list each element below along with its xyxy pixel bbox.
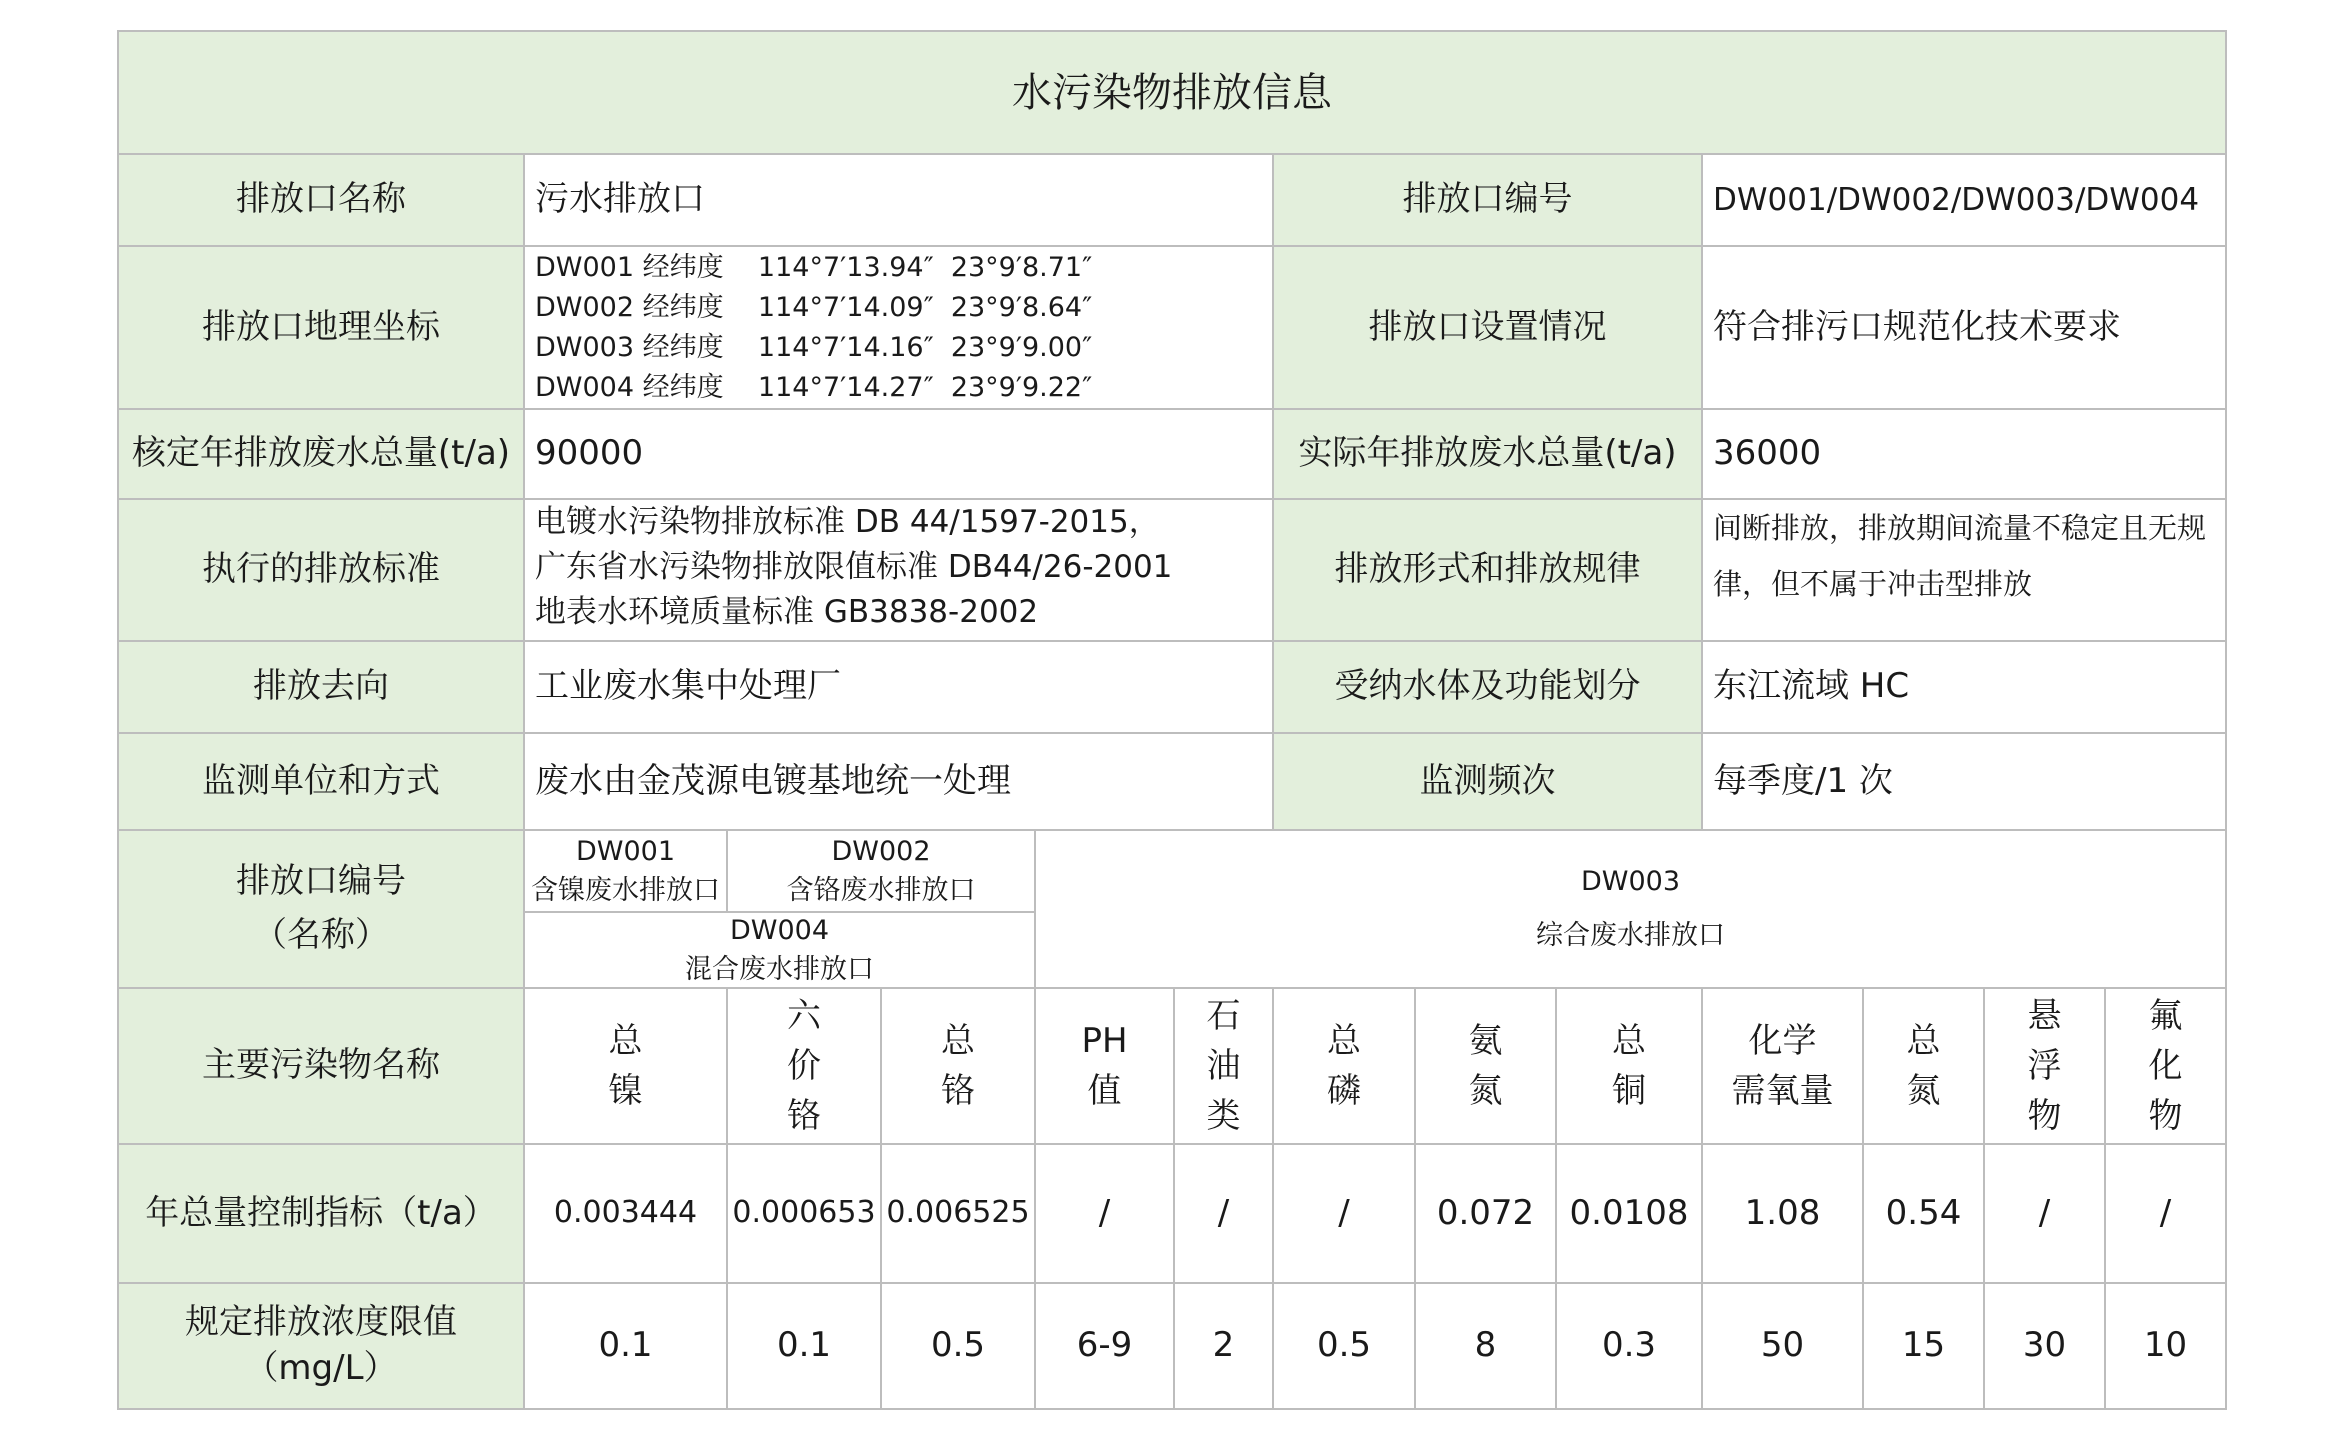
pollutant-name-part: PH xyxy=(1081,1021,1128,1061)
coords-label xyxy=(117,245,525,410)
annual-value-cell xyxy=(2104,1143,2227,1284)
outlet-dw001-id: DW001 xyxy=(575,835,676,867)
frequency-value xyxy=(1701,732,2227,831)
monitor-label xyxy=(117,732,525,831)
setting-label xyxy=(1272,245,1703,410)
limit-value: 0.3 xyxy=(1601,1325,1657,1366)
pollutant-name-part: 浮 xyxy=(2027,1046,2062,1086)
limit-value: 0.1 xyxy=(598,1325,653,1366)
limit-value-cell xyxy=(1272,1282,1416,1410)
receiving-label-text: 受纳水体及功能划分 xyxy=(1334,666,1641,707)
annual-value: 0.0108 xyxy=(1569,1192,1689,1233)
pollutant-name-part: 物 xyxy=(2148,1096,2183,1136)
outlet-name-label xyxy=(117,153,525,247)
annual-value: / xyxy=(1098,1192,1111,1233)
limit-value-cell xyxy=(1034,1282,1175,1410)
outlet-dw002-name: 含铬废水排放口 xyxy=(786,875,976,906)
annual-value: 0.003444 xyxy=(553,1195,698,1231)
limit-value-cell xyxy=(726,1282,882,1410)
annual-value: 0.54 xyxy=(1885,1192,1962,1233)
annual-value-cell xyxy=(1173,1143,1274,1284)
limit-value: 0.5 xyxy=(930,1325,986,1366)
pollutant-name-part: 值 xyxy=(1087,1071,1122,1111)
limit-value: 50 xyxy=(1760,1325,1805,1366)
annual-value-cell xyxy=(1983,1143,2106,1284)
limit-label-1: 规定排放浓度限值 xyxy=(185,1302,457,1343)
outlet-block-label-1: 排放口编号 xyxy=(236,861,406,902)
outlet-dw004 xyxy=(523,911,1036,989)
table-title-text: 水污染物排放信息 xyxy=(1012,69,1332,116)
limit-value: 30 xyxy=(2022,1325,2067,1366)
actual-label xyxy=(1272,408,1703,500)
pollutant-name-cell xyxy=(1414,987,1557,1145)
frequency-label xyxy=(1272,732,1703,831)
annual-value: / xyxy=(1217,1192,1230,1233)
frequency-label-text: 监测频次 xyxy=(1419,760,1556,801)
pollutant-name-part: 石 xyxy=(1206,996,1241,1036)
approved-value xyxy=(523,408,1274,500)
limit-value: 0.1 xyxy=(776,1325,832,1366)
pollutant-name xyxy=(609,1016,643,1116)
pollutant-label-text: 主要污染物名称 xyxy=(202,1045,440,1086)
limit-value: 0.5 xyxy=(1316,1325,1372,1366)
pollutant-name-cell xyxy=(880,987,1036,1145)
annual-value: 1.08 xyxy=(1744,1192,1821,1233)
annual-label xyxy=(117,1143,525,1284)
pollutant-name-part: 价 xyxy=(787,1046,821,1086)
pollutant-name-cell xyxy=(1555,987,1703,1145)
standard-label xyxy=(117,498,525,642)
frequency-value-text: 每季度/1 次 xyxy=(1713,760,1893,801)
pollutant-name-part: 悬 xyxy=(2027,996,2062,1036)
outlet-dw004-name: 混合废水排放口 xyxy=(685,954,874,985)
outlet-id-value xyxy=(1701,153,2227,247)
form-value xyxy=(1701,498,2227,642)
setting-value xyxy=(1701,245,2227,410)
approved-value-text: 90000 xyxy=(535,433,644,474)
coords-value xyxy=(523,245,1274,410)
receiving-value-text: 东江流域 HC xyxy=(1713,666,1910,707)
receiving-value xyxy=(1701,640,2227,734)
annual-value: 0.000653 xyxy=(732,1195,876,1231)
outlet-id-value-text: DW001/DW002/DW003/DW004 xyxy=(1713,181,2200,218)
outlet-dw002-id: DW002 xyxy=(831,835,931,867)
annual-value: / xyxy=(1338,1192,1350,1233)
outlet-block-label-2: （名称） xyxy=(253,915,389,955)
pollutant-label xyxy=(117,987,525,1145)
limit-value-cell xyxy=(880,1282,1036,1410)
actual-label-text: 实际年排放废水总量(t/a) xyxy=(1298,433,1677,474)
form-label-text: 排放形式和排放规律 xyxy=(1334,549,1641,590)
outlet-dw003-id: DW003 xyxy=(1580,866,1681,897)
direction-value xyxy=(523,640,1274,734)
approved-label-text: 核定年排放废水总量(t/a) xyxy=(131,433,511,474)
receiving-label xyxy=(1272,640,1703,734)
standard-line-2: 广东省水污染物排放限值标准 DB44/26-2001 xyxy=(535,548,1173,585)
pollutant-name xyxy=(787,991,821,1141)
form-line-2: 律，但不属于冲击型排放 xyxy=(1713,567,2033,601)
pollutant-name-part: 铜 xyxy=(1612,1071,1646,1111)
direction-label xyxy=(117,640,525,734)
actual-value xyxy=(1701,408,2227,500)
table-title xyxy=(117,30,2227,155)
pollutant-name-part: 总 xyxy=(1906,1021,1941,1061)
pollutant-name-part: 总 xyxy=(941,1021,975,1061)
limit-label-2: （mg/L） xyxy=(244,1348,398,1388)
outlet-name-label-text: 排放口名称 xyxy=(236,179,406,220)
pollutant-name-part: 化 xyxy=(2148,1046,2183,1086)
pollutant-name-part: 需氧量 xyxy=(1731,1071,1834,1111)
annual-value-cell xyxy=(880,1143,1036,1284)
pollutant-name xyxy=(1469,1016,1503,1116)
pollutant-name-cell xyxy=(1862,987,1985,1145)
outlet-dw003 xyxy=(1034,829,2227,989)
limit-value: 10 xyxy=(2143,1325,2188,1366)
pollutant-name-part: 总 xyxy=(1612,1021,1646,1061)
pollutant-name xyxy=(2028,991,2062,1141)
limit-value-cell xyxy=(1701,1282,1864,1410)
outlet-id-label xyxy=(1272,153,1703,247)
pollutant-name-part: 氮 xyxy=(1468,1071,1503,1111)
setting-label-text: 排放口设置情况 xyxy=(1368,306,1607,347)
annual-value-cell xyxy=(1555,1143,1703,1284)
pollutant-name xyxy=(941,1016,975,1116)
annual-value-cell xyxy=(1701,1143,1864,1284)
limit-value-cell xyxy=(1414,1282,1557,1410)
annual-value-cell xyxy=(726,1143,882,1284)
limit-value-cell xyxy=(1173,1282,1274,1410)
monitor-value xyxy=(523,732,1274,831)
standard-line-3: 地表水环境质量标准 GB3838-2002 xyxy=(535,593,1039,630)
pollutant-name-cell xyxy=(1034,987,1175,1145)
pollutant-name xyxy=(1732,1016,1834,1116)
limit-value-cell xyxy=(1555,1282,1703,1410)
pollutant-name-part: 类 xyxy=(1206,1096,1241,1136)
annual-value-cell xyxy=(1272,1143,1416,1284)
pollutant-name-part: 铬 xyxy=(787,1096,821,1136)
pollutant-name xyxy=(1207,991,1241,1141)
annual-value-cell xyxy=(1034,1143,1175,1284)
outlet-dw001-name: 含镍废水排放口 xyxy=(531,875,720,906)
pollutant-name xyxy=(2149,991,2183,1141)
annual-value: / xyxy=(2038,1192,2051,1233)
outlet-id-label-text: 排放口编号 xyxy=(1402,179,1573,220)
coords-label-text: 排放口地理坐标 xyxy=(202,306,440,347)
outlet-name-value-text: 污水排放口 xyxy=(535,179,705,220)
approved-label xyxy=(117,408,525,500)
standard-label-text: 执行的排放标准 xyxy=(202,549,440,590)
outlet-dw002 xyxy=(726,829,1036,913)
outlet-name-value xyxy=(523,153,1274,247)
pollutant-name-part: 氟 xyxy=(2148,996,2183,1036)
limit-value: 8 xyxy=(1474,1325,1497,1366)
pollutant-name-part: 氮 xyxy=(1906,1071,1941,1111)
pollutant-name-part: 镍 xyxy=(608,1071,643,1111)
direction-label-text: 排放去向 xyxy=(253,666,389,707)
annual-value: 0.006525 xyxy=(886,1195,1030,1231)
limit-value: 6-9 xyxy=(1076,1325,1133,1366)
monitor-value-text: 废水由金茂源电镀基地统一处理 xyxy=(535,760,1011,801)
pollutant-name-part: 磷 xyxy=(1327,1071,1361,1111)
direction-value-text: 工业废水集中处理厂 xyxy=(535,666,841,707)
annual-label-text: 年总量控制指标（t/a） xyxy=(145,1192,497,1233)
limit-value-cell xyxy=(1983,1282,2106,1410)
water-pollutant-table xyxy=(117,30,2227,1410)
coord-row-dw001: DW001 经纬度 114°7′13.94″ 23°9′8.71″ xyxy=(535,251,1093,283)
outlet-dw004-id: DW004 xyxy=(729,914,830,946)
limit-value-cell xyxy=(2104,1282,2227,1410)
pollutant-name xyxy=(1907,1016,1941,1116)
pollutant-name-cell xyxy=(726,987,882,1145)
monitor-label-text: 监测单位和方式 xyxy=(202,760,440,801)
standard-line-1: 电镀水污染物排放标准 DB 44/1597-2015， xyxy=(535,504,1160,540)
coord-row-dw004: DW004 经纬度 114°7′14.27″ 23°9′9.22″ xyxy=(535,371,1093,403)
outlet-dw003-name: 综合废水排放口 xyxy=(1536,920,1725,951)
pollutant-name-cell xyxy=(1272,987,1416,1145)
pollutant-name-cell xyxy=(1173,987,1274,1145)
pollutant-name xyxy=(1612,1016,1646,1116)
pollutant-name-part: 铬 xyxy=(941,1071,975,1111)
outlet-dw001 xyxy=(523,829,728,913)
pollutant-name-part: 油 xyxy=(1206,1046,1241,1086)
form-line-1: 间断排放，排放期间流量不稳定且无规 xyxy=(1713,511,2207,545)
pollutant-name xyxy=(1081,1016,1127,1116)
pollutant-name xyxy=(1327,1016,1361,1116)
pollutant-name-part: 六 xyxy=(787,996,821,1036)
annual-value-cell xyxy=(1862,1143,1985,1284)
actual-value-text: 36000 xyxy=(1713,433,1822,474)
annual-value: 0.072 xyxy=(1436,1192,1535,1233)
pollutant-name-cell xyxy=(2104,987,2227,1145)
limit-label xyxy=(117,1282,525,1410)
limit-value-cell xyxy=(1862,1282,1985,1410)
standard-value xyxy=(523,498,1274,642)
pollutant-name-cell xyxy=(1983,987,2106,1145)
pollutant-name-part: 总 xyxy=(1327,1021,1361,1061)
pollutant-name-part: 物 xyxy=(2027,1096,2062,1136)
coord-row-dw003: DW003 经纬度 114°7′14.16″ 23°9′9.00″ xyxy=(535,331,1093,363)
outlet-block-label xyxy=(117,829,525,989)
pollutant-name-part: 化学 xyxy=(1748,1021,1817,1061)
annual-value-cell xyxy=(1414,1143,1557,1284)
setting-value-text: 符合排污口规范化技术要求 xyxy=(1713,306,2121,347)
form-label xyxy=(1272,498,1703,642)
annual-value-cell xyxy=(523,1143,728,1284)
pollutant-name-part: 总 xyxy=(608,1021,643,1061)
limit-value: 15 xyxy=(1901,1325,1946,1366)
pollutant-name-cell xyxy=(1701,987,1864,1145)
coord-row-dw002: DW002 经纬度 114°7′14.09″ 23°9′8.64″ xyxy=(535,291,1093,323)
annual-value: / xyxy=(2159,1192,2172,1233)
pollutant-name-cell xyxy=(523,987,728,1145)
limit-value: 2 xyxy=(1212,1325,1235,1366)
pollutant-name-part: 氨 xyxy=(1468,1021,1503,1061)
limit-value-cell xyxy=(523,1282,728,1410)
